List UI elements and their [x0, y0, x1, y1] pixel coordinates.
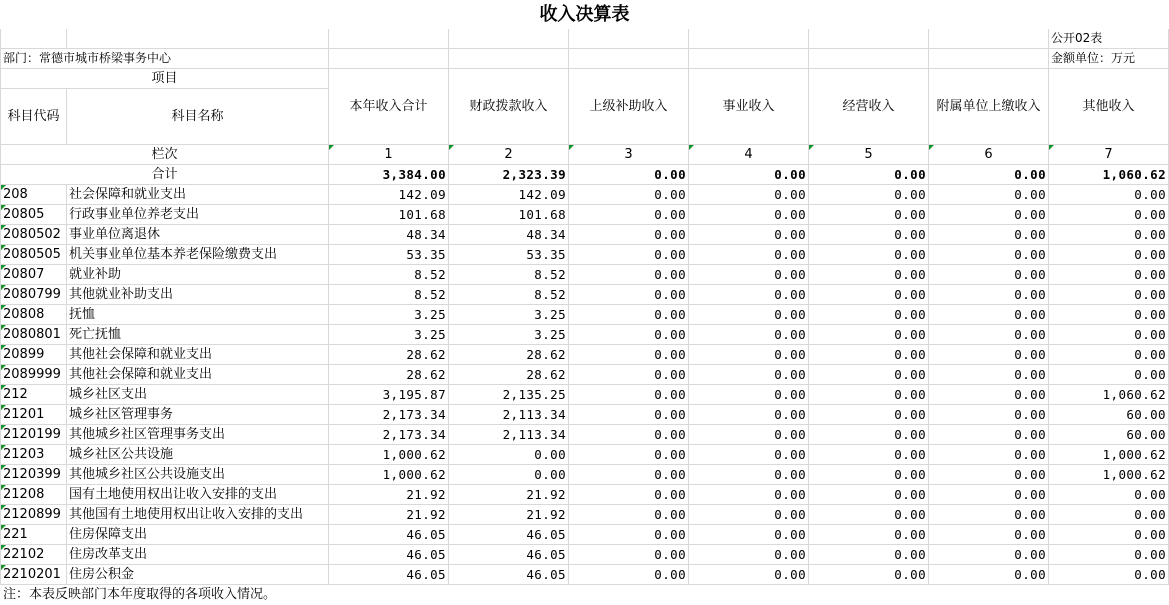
- amount-cell: 0.00: [569, 205, 689, 225]
- amount-cell: 0.00: [569, 225, 689, 245]
- amount-cell: 2,113.34: [449, 425, 569, 445]
- subject-name: 抚恤: [67, 305, 329, 325]
- amount-cell: 0.00: [689, 465, 809, 485]
- amount-cell: 0.00: [1049, 485, 1169, 505]
- amount-cell: 0.00: [569, 565, 689, 585]
- total-value: 0.00: [809, 165, 929, 185]
- amount-cell: 0.00: [449, 445, 569, 465]
- amount-cell: 0.00: [689, 325, 809, 345]
- amount-cell: 0.00: [929, 525, 1049, 545]
- amount-cell: 0.00: [809, 185, 929, 205]
- amount-cell: 0.00: [569, 285, 689, 305]
- subject-name: 住房保障支出: [67, 525, 329, 545]
- subject-code: 21201: [1, 405, 67, 425]
- amount-cell: 0.00: [929, 345, 1049, 365]
- subject-name: 死亡抚恤: [67, 325, 329, 345]
- subject-code: 20899: [1, 345, 67, 365]
- amount-cell: 0.00: [569, 525, 689, 545]
- amount-cell: 101.68: [449, 205, 569, 225]
- subject-name: 城乡社区管理事务: [67, 405, 329, 425]
- table-row: [1, 345, 1169, 365]
- amount-cell: 0.00: [689, 425, 809, 445]
- amount-cell: 0.00: [809, 425, 929, 445]
- subject-code: 2089999: [1, 365, 67, 385]
- amount-cell: 0.00: [1049, 245, 1169, 265]
- amount-cell: 0.00: [929, 405, 1049, 425]
- subject-code: 21203: [1, 445, 67, 465]
- total-value: 3,384.00: [329, 165, 449, 185]
- amount-cell: 0.00: [809, 505, 929, 525]
- column-number: 2: [449, 145, 569, 165]
- subject-code: 221: [1, 525, 67, 545]
- total-value: 0.00: [689, 165, 809, 185]
- subject-name: 其他社会保障和就业支出: [67, 365, 329, 385]
- total-value: 2,323.39: [449, 165, 569, 185]
- amount-cell: 21.92: [329, 505, 449, 525]
- header-col-4: 事业收入: [689, 69, 809, 145]
- amount-cell: 0.00: [1049, 365, 1169, 385]
- amount-cell: 0.00: [569, 385, 689, 405]
- table-row: [1, 305, 1169, 325]
- amount-cell: 8.52: [329, 265, 449, 285]
- amount-cell: 2,173.34: [329, 405, 449, 425]
- amount-cell: 0.00: [689, 505, 809, 525]
- table-row: [1, 405, 1169, 425]
- header-item: 项目: [1, 69, 329, 89]
- amount-cell: 46.05: [449, 565, 569, 585]
- amount-cell: 0.00: [809, 285, 929, 305]
- form-number: 公开02表: [1049, 29, 1169, 49]
- subject-code: 2080799: [1, 285, 67, 305]
- amount-cell: 0.00: [929, 325, 1049, 345]
- subject-code: 212: [1, 385, 67, 405]
- amount-cell: 60.00: [1049, 425, 1169, 445]
- amount-cell: 0.00: [689, 485, 809, 505]
- column-number: 3: [569, 145, 689, 165]
- header-col-6: 附属单位上缴收入: [929, 69, 1049, 145]
- subject-name: 其他国有土地使用权出让收入安排的支出: [67, 505, 329, 525]
- table-row: [1, 525, 1169, 545]
- amount-cell: 0.00: [689, 445, 809, 465]
- amount-cell: 3.25: [329, 305, 449, 325]
- amount-cell: 1,000.62: [1049, 445, 1169, 465]
- subject-name: 城乡社区公共设施: [67, 445, 329, 465]
- amount-cell: 0.00: [569, 425, 689, 445]
- amount-cell: 0.00: [929, 465, 1049, 485]
- subject-name: 城乡社区支出: [67, 385, 329, 405]
- amount-cell: 1,000.62: [329, 445, 449, 465]
- column-number: 1: [329, 145, 449, 165]
- header-col-7: 其他收入: [1049, 69, 1169, 145]
- table-row: [1, 285, 1169, 305]
- amount-cell: 0.00: [1049, 525, 1169, 545]
- subject-code: 2210201: [1, 565, 67, 585]
- amount-cell: 2,113.34: [449, 405, 569, 425]
- amount-cell: 0.00: [809, 305, 929, 325]
- amount-cell: 0.00: [1049, 265, 1169, 285]
- amount-cell: 0.00: [809, 205, 929, 225]
- amount-cell: 142.09: [449, 185, 569, 205]
- amount-cell: 0.00: [809, 225, 929, 245]
- amount-cell: 0.00: [809, 345, 929, 365]
- subject-code: 2080801: [1, 325, 67, 345]
- subject-name: 其他就业补助支出: [67, 285, 329, 305]
- amount-cell: 1,000.62: [1049, 465, 1169, 485]
- amount-cell: 21.92: [449, 485, 569, 505]
- amount-cell: 0.00: [569, 505, 689, 525]
- amount-cell: 0.00: [809, 265, 929, 285]
- subject-code: 2120899: [1, 505, 67, 525]
- amount-cell: 3,195.87: [329, 385, 449, 405]
- amount-cell: 46.05: [329, 525, 449, 545]
- total-value: 1,060.62: [1049, 165, 1169, 185]
- amount-cell: 0.00: [1049, 225, 1169, 245]
- amount-cell: 28.62: [329, 365, 449, 385]
- amount-cell: 0.00: [929, 445, 1049, 465]
- footnote: 注：本表反映部门本年度取得的各项收入情况。: [3, 587, 277, 602]
- amount-cell: 0.00: [569, 465, 689, 485]
- amount-cell: 0.00: [689, 185, 809, 205]
- amount-cell: 0.00: [569, 405, 689, 425]
- subject-name: 就业补助: [67, 265, 329, 285]
- table-row: [1, 485, 1169, 505]
- amount-cell: 0.00: [929, 425, 1049, 445]
- amount-cell: 0.00: [569, 345, 689, 365]
- subject-code: 2080505: [1, 245, 67, 265]
- amount-cell: 0.00: [929, 385, 1049, 405]
- amount-cell: 0.00: [1049, 565, 1169, 585]
- amount-cell: 0.00: [689, 405, 809, 425]
- amount-cell: 0.00: [929, 265, 1049, 285]
- table-row: [1, 565, 1169, 585]
- amount-cell: 0.00: [809, 245, 929, 265]
- table-row: [1, 245, 1169, 265]
- amount-cell: 0.00: [809, 385, 929, 405]
- amount-cell: 0.00: [1049, 305, 1169, 325]
- subject-code: 20805: [1, 205, 67, 225]
- total-value: 0.00: [569, 165, 689, 185]
- total-value: 0.00: [929, 165, 1049, 185]
- amount-cell: 0.00: [689, 545, 809, 565]
- table-row: [1, 465, 1169, 485]
- amount-cell: 48.34: [329, 225, 449, 245]
- amount-cell: 0.00: [1049, 545, 1169, 565]
- amount-cell: 60.00: [1049, 405, 1169, 425]
- amount-cell: 28.62: [329, 345, 449, 365]
- amount-cell: 0.00: [689, 305, 809, 325]
- amount-cell: 2,135.25: [449, 385, 569, 405]
- amount-cell: 0.00: [689, 205, 809, 225]
- column-number: 6: [929, 145, 1049, 165]
- column-number: 7: [1049, 145, 1169, 165]
- amount-cell: 0.00: [929, 225, 1049, 245]
- amount-cell: 0.00: [449, 465, 569, 485]
- subject-code: 2120199: [1, 425, 67, 445]
- amount-cell: 8.52: [329, 285, 449, 305]
- table-row: [1, 505, 1169, 525]
- subject-name: 住房改革支出: [67, 545, 329, 565]
- amount-cell: 0.00: [1049, 205, 1169, 225]
- header-col-2: 财政拨款收入: [449, 69, 569, 145]
- table-row: [1, 385, 1169, 405]
- table-row: [1, 225, 1169, 245]
- header-col-3: 上级补助收入: [569, 69, 689, 145]
- header-name: 科目名称: [67, 89, 329, 145]
- amount-cell: 0.00: [569, 185, 689, 205]
- amount-cell: 8.52: [449, 265, 569, 285]
- amount-cell: 0.00: [929, 485, 1049, 505]
- header-col-5: 经营收入: [809, 69, 929, 145]
- amount-cell: 0.00: [689, 385, 809, 405]
- amount-cell: 0.00: [569, 265, 689, 285]
- amount-cell: 0.00: [809, 525, 929, 545]
- amount-cell: 3.25: [449, 325, 569, 345]
- table-row: [1, 425, 1169, 445]
- subject-code: 208: [1, 185, 67, 205]
- table-row: [1, 185, 1169, 205]
- amount-cell: 28.62: [449, 345, 569, 365]
- amount-cell: 0.00: [809, 485, 929, 505]
- amount-cell: 0.00: [929, 365, 1049, 385]
- amount-cell: 0.00: [569, 445, 689, 465]
- column-number: 5: [809, 145, 929, 165]
- amount-cell: 8.52: [449, 285, 569, 305]
- table-row: [1, 365, 1169, 385]
- amount-cell: 0.00: [569, 545, 689, 565]
- amount-cell: 21.92: [449, 505, 569, 525]
- amount-cell: 1,000.62: [329, 465, 449, 485]
- amount-cell: 0.00: [929, 245, 1049, 265]
- amount-cell: 46.05: [329, 565, 449, 585]
- department-label: 部门：常德市城市桥梁事务中心: [1, 49, 329, 69]
- subject-name: 机关事业单位基本养老保险缴费支出: [67, 245, 329, 265]
- amount-cell: 0.00: [809, 365, 929, 385]
- amount-cell: 0.00: [689, 285, 809, 305]
- amount-cell: 0.00: [689, 525, 809, 545]
- subject-name: 事业单位离退休: [67, 225, 329, 245]
- amount-cell: 0.00: [689, 265, 809, 285]
- amount-cell: 3.25: [449, 305, 569, 325]
- amount-cell: 0.00: [929, 565, 1049, 585]
- amount-cell: 0.00: [809, 325, 929, 345]
- amount-cell: 46.05: [449, 525, 569, 545]
- table-row: [1, 205, 1169, 225]
- column-number: 4: [689, 145, 809, 165]
- subject-name: 其他城乡社区管理事务支出: [67, 425, 329, 445]
- subject-code: 2080502: [1, 225, 67, 245]
- subject-code: 20807: [1, 265, 67, 285]
- amount-cell: 0.00: [569, 365, 689, 385]
- table-row: [1, 445, 1169, 465]
- subject-code: 20808: [1, 305, 67, 325]
- amount-cell: 0.00: [689, 245, 809, 265]
- column-index-label: 栏次: [1, 145, 329, 165]
- amount-cell: 0.00: [929, 305, 1049, 325]
- header-col-1: 本年收入合计: [329, 69, 449, 145]
- amount-cell: 3.25: [329, 325, 449, 345]
- amount-cell: 0.00: [569, 245, 689, 265]
- subject-name: 行政事业单位养老支出: [67, 205, 329, 225]
- amount-cell: 46.05: [329, 545, 449, 565]
- amount-cell: 53.35: [329, 245, 449, 265]
- amount-cell: 0.00: [569, 325, 689, 345]
- amount-cell: 0.00: [689, 225, 809, 245]
- amount-cell: 0.00: [1049, 505, 1169, 525]
- amount-cell: 0.00: [809, 545, 929, 565]
- subject-code: 2120399: [1, 465, 67, 485]
- amount-cell: 0.00: [809, 565, 929, 585]
- amount-cell: 0.00: [569, 305, 689, 325]
- amount-cell: 0.00: [1049, 325, 1169, 345]
- amount-cell: 0.00: [929, 205, 1049, 225]
- unit-label: 金额单位：万元: [1049, 49, 1169, 69]
- amount-cell: 0.00: [809, 465, 929, 485]
- amount-cell: 0.00: [809, 445, 929, 465]
- amount-cell: 21.92: [329, 485, 449, 505]
- table-title: 收入决算表: [539, 4, 630, 25]
- subject-code: 22102: [1, 545, 67, 565]
- amount-cell: 0.00: [689, 365, 809, 385]
- amount-cell: 46.05: [449, 545, 569, 565]
- amount-cell: 0.00: [929, 185, 1049, 205]
- amount-cell: 0.00: [929, 505, 1049, 525]
- subject-name: 社会保障和就业支出: [67, 185, 329, 205]
- amount-cell: 2,173.34: [329, 425, 449, 445]
- amount-cell: 0.00: [1049, 345, 1169, 365]
- amount-cell: 0.00: [929, 285, 1049, 305]
- subject-name: 其他城乡社区公共设施支出: [67, 465, 329, 485]
- amount-cell: 0.00: [569, 485, 689, 505]
- amount-cell: 1,060.62: [1049, 385, 1169, 405]
- header-code: 科目代码: [1, 89, 67, 145]
- amount-cell: 142.09: [329, 185, 449, 205]
- amount-cell: 0.00: [1049, 185, 1169, 205]
- subject-name: 其他社会保障和就业支出: [67, 345, 329, 365]
- amount-cell: 0.00: [689, 345, 809, 365]
- amount-cell: 0.00: [809, 405, 929, 425]
- total-label: 合计: [1, 165, 329, 185]
- amount-cell: 48.34: [449, 225, 569, 245]
- amount-cell: 0.00: [929, 545, 1049, 565]
- amount-cell: 0.00: [1049, 285, 1169, 305]
- subject-name: 住房公积金: [67, 565, 329, 585]
- amount-cell: 101.68: [329, 205, 449, 225]
- amount-cell: 53.35: [449, 245, 569, 265]
- amount-cell: 0.00: [689, 565, 809, 585]
- subject-code: 21208: [1, 485, 67, 505]
- table-row: [1, 325, 1169, 345]
- table-row: [1, 545, 1169, 565]
- table-row: [1, 265, 1169, 285]
- subject-name: 国有土地使用权出让收入安排的支出: [67, 485, 329, 505]
- amount-cell: 28.62: [449, 365, 569, 385]
